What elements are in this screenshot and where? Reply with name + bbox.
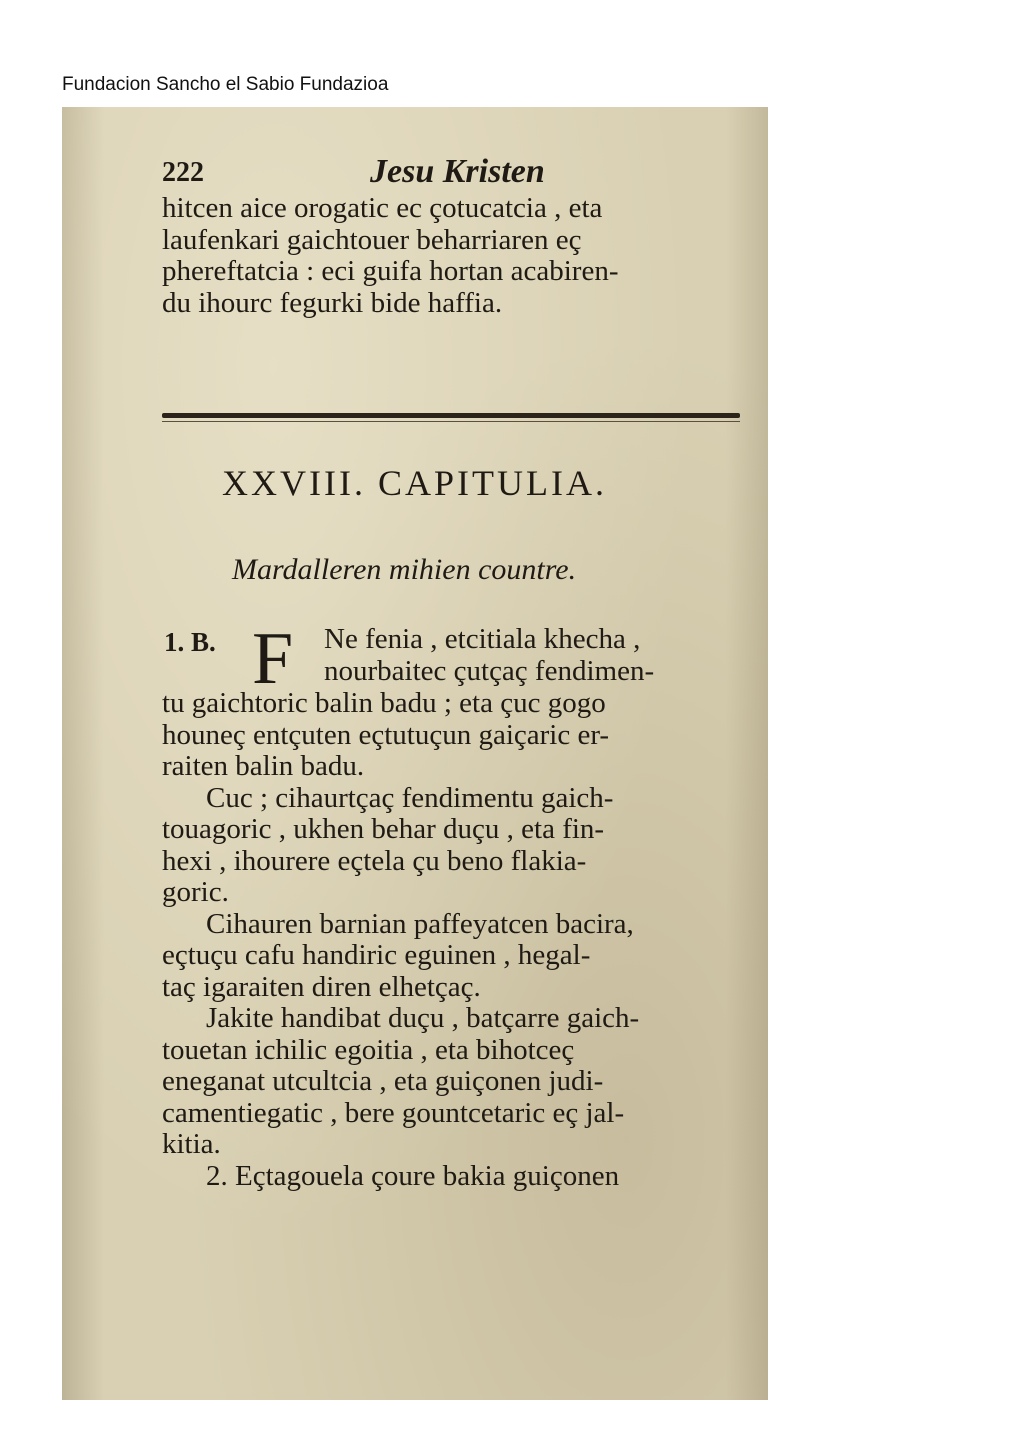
text-line: laufenkari gaichtouer beharriaren eç bbox=[162, 223, 582, 256]
text-line: taç igaraiten diren elhetçaç. bbox=[162, 970, 481, 1003]
text-line: du ihourc fegurki bide haffia. bbox=[162, 286, 503, 319]
chapter-divider bbox=[162, 413, 740, 418]
text-line: nourbaitec çutçaç fendimen- bbox=[324, 654, 655, 687]
text-line: touagoric , ukhen behar duçu , eta fin- bbox=[162, 813, 605, 845]
text-line: eneganat utcultcia , eta guiçonen judi- bbox=[162, 1065, 604, 1097]
body-text bbox=[162, 688, 757, 1192]
text-line: Cihauren barnian paffeyatcen bacira, bbox=[206, 907, 634, 940]
chapter-divider-thin bbox=[162, 421, 740, 422]
text-line: camentiegatic , bere gountcetaric eç jal- bbox=[162, 1096, 625, 1129]
text-line: hitcen aice orogatic ec çotucatcia , eta bbox=[162, 192, 603, 224]
drop-cap: F bbox=[252, 618, 294, 700]
text-line: phereftatcia : eci guifa hortan acabiren- bbox=[162, 255, 619, 287]
text-line: tu gaichtoric balin badu ; eta çuc gogo bbox=[162, 687, 606, 719]
text-line: Cuc ; cihaurtçaç fendimentu gaich- bbox=[206, 781, 614, 814]
top-paragraph bbox=[162, 193, 757, 319]
scanned-page bbox=[62, 107, 768, 1400]
section-marker: 1. B. bbox=[164, 627, 216, 657]
text-line: touetan ichilic egoitia , eta bihotceç bbox=[162, 1033, 575, 1066]
running-head bbox=[162, 153, 752, 197]
chapter-subtitle: Mardalleren mihien countre. bbox=[232, 553, 577, 586]
running-title: Jesu Kristen bbox=[370, 153, 545, 190]
text-line: Jakite handibat duçu , batçarre gaich- bbox=[206, 1002, 640, 1034]
text-line: Ne fenia , etcitiala khecha , bbox=[324, 623, 641, 655]
source-header: Fundacion Sancho el Sabio Fundazioa bbox=[62, 74, 389, 95]
chapter-heading: XXVIII. CAPITULIA. bbox=[222, 463, 607, 503]
text-line: houneç entçuten eçtutuçun gaiçaric er- bbox=[162, 718, 610, 751]
text-line: eçtuçu cafu handiric eguinen , hegal- bbox=[162, 939, 591, 971]
text-line: kitia. bbox=[162, 1128, 221, 1160]
text-line: hexi , ihourere eçtela çu beno flakia- bbox=[162, 844, 587, 877]
text-line: 2. Eçtagouela çoure bakia guiçonen bbox=[206, 1159, 620, 1192]
drop-cap-lines bbox=[324, 624, 754, 687]
text-line: goric. bbox=[162, 876, 229, 908]
text-line: raiten balin badu. bbox=[162, 750, 365, 782]
page-number: 222 bbox=[162, 157, 204, 188]
